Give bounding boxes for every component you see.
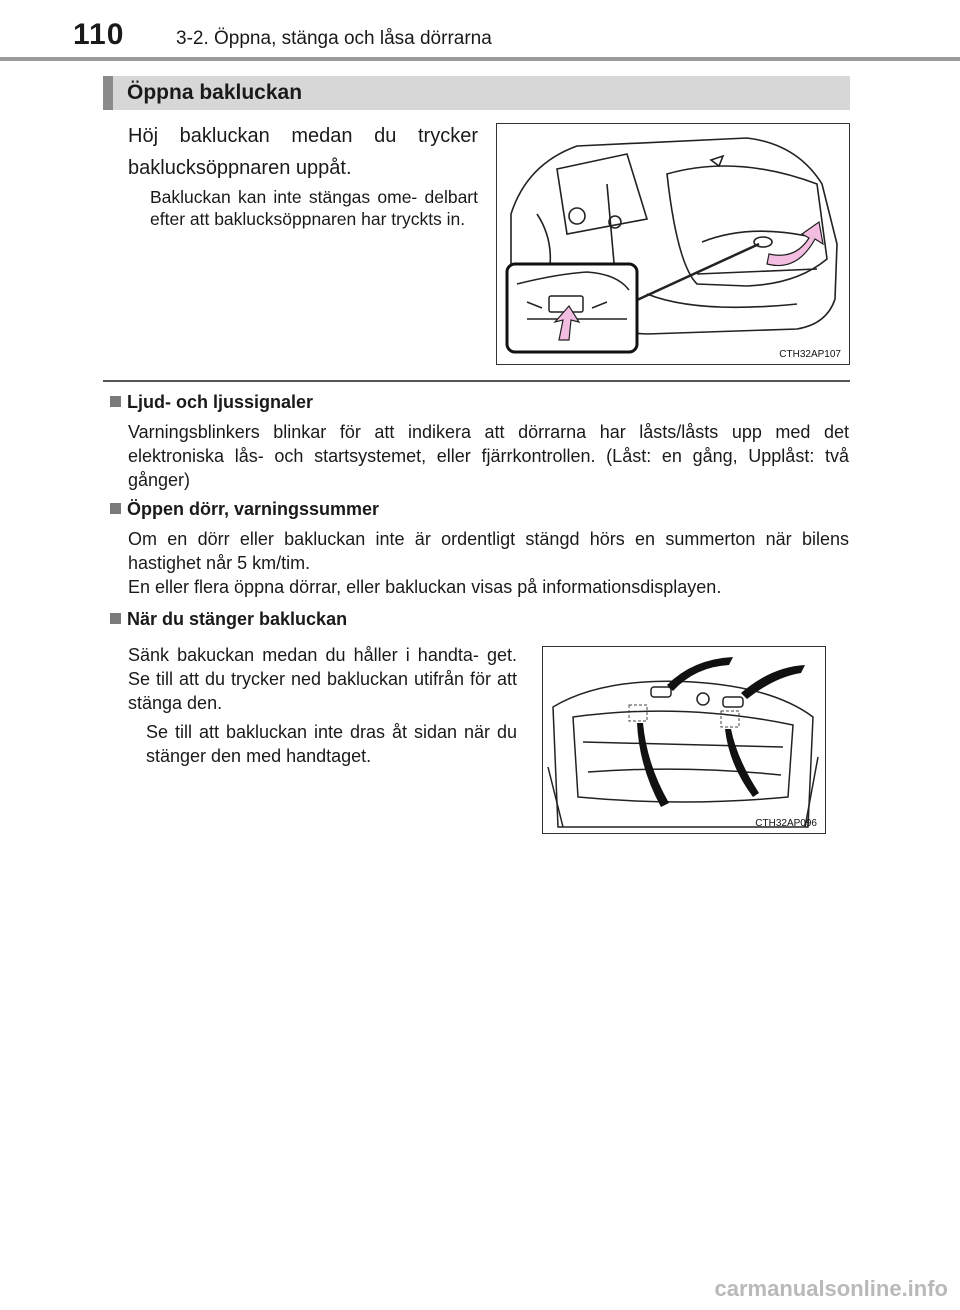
closing-tailgate-note: Se till att bakluckan inte dras åt sidan när du stänger den med handtaget. — [146, 722, 517, 766]
pull-arrow-icon — [725, 729, 759, 797]
opener-inset — [507, 264, 637, 352]
watermark: carmanualsonline.info — [714, 1276, 948, 1301]
section-heading-accent — [103, 76, 113, 110]
figure-tailgate-opener — [496, 123, 850, 365]
instruction-text — [128, 120, 478, 184]
closing-tailgate-text: Sänk bakuckan medan du håller i handta- get. Se till att du trycker ned bakluckan utifrån för att stänga den. — [128, 645, 517, 713]
section-heading-bar — [103, 76, 850, 110]
bullet-icon — [110, 503, 121, 514]
bullet-icon — [110, 396, 121, 407]
section-title: Öppna bakluckan — [127, 81, 303, 104]
page-number: 110 — [73, 18, 125, 51]
door-warning-text-1: Om en dörr eller bakluckan inte är ordentligt stängd hörs en summerton när bilens hastighet når 5 km/tim. — [128, 529, 849, 573]
subheading-door-warning: Öppen dörr, varningssummer — [110, 499, 379, 520]
car-rear-illustration — [497, 124, 849, 364]
instruction-line-2: baklucksöppnaren uppåt. — [128, 157, 352, 179]
sound-light-text: Varningsblinkers blinkar för att indikera att dörrarna har låsts/låsts upp med det elektroniska lås- och startsystemet, eller fjärrkontrollen. (Låst: en gång, Upplåst: två gånger) — [128, 422, 849, 490]
figure-1-label: CTH32AP107 — [779, 349, 841, 360]
instruction-note: Bakluckan kan inte stängas ome- delbart efter att baklucksöppnaren har tryckts in. — [150, 187, 478, 229]
header-rule — [0, 57, 960, 61]
figure-2-label: CTH32AP096 — [755, 818, 817, 829]
bullet-icon — [110, 613, 121, 624]
push-down-arrow-icon — [667, 657, 733, 691]
pull-arrow-icon — [637, 723, 669, 807]
lift-arrow-icon — [767, 222, 823, 266]
tailgate-interior-illustration — [543, 647, 825, 833]
figure-tailgate-handles — [542, 646, 826, 834]
chapter-title: 3-2. Öppna, stänga och låsa dörrarna — [176, 28, 492, 49]
instruction-line-1: Höj bakluckan medan du trycker — [128, 125, 478, 147]
door-warning-text-2: En eller flera öppna dörrar, eller bakluckan visas på informationsdisplayen. — [128, 577, 722, 597]
section-divider — [103, 380, 850, 382]
push-down-arrow-icon — [741, 665, 805, 699]
subheading-closing-tailgate: När du stänger bakluckan — [110, 609, 347, 630]
subheading-sound-light: Ljud- och ljussignaler — [110, 392, 313, 413]
